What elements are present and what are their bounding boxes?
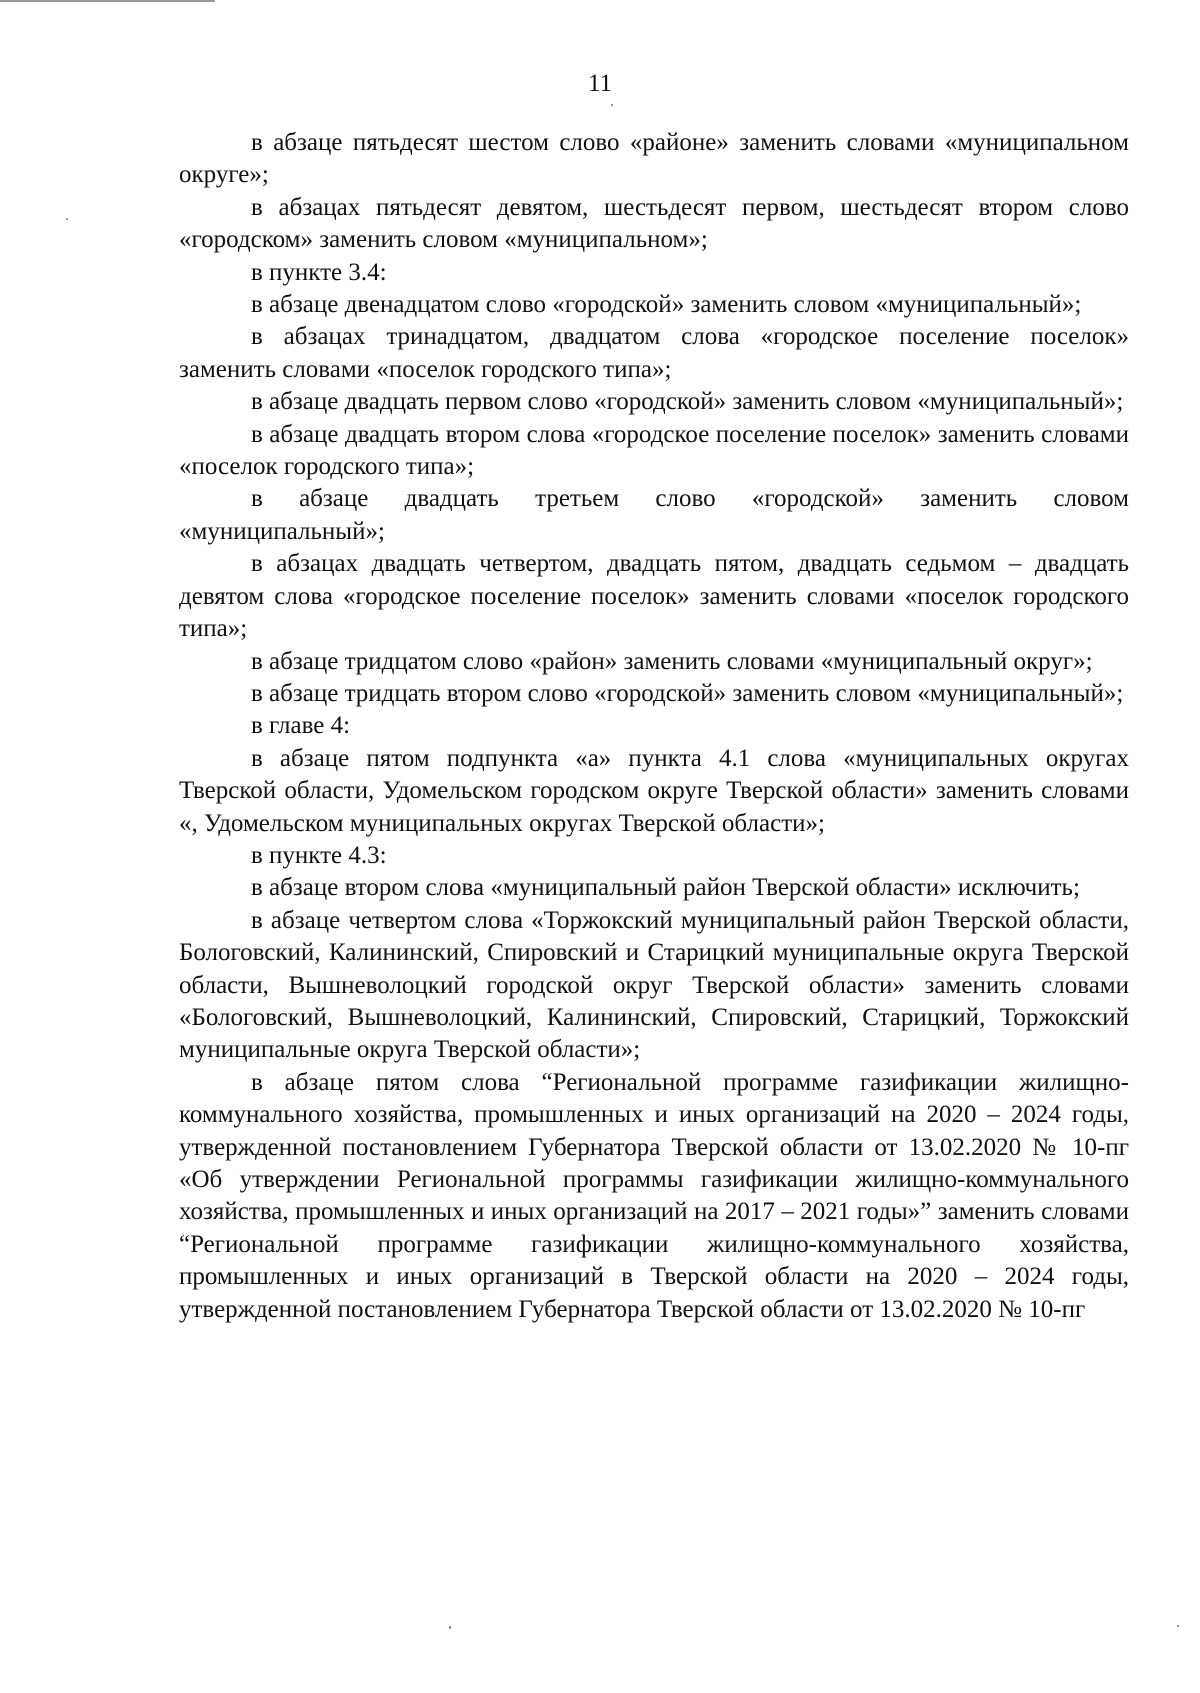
paragraph: в абзаце втором слова «муниципальный район Тверской области» исключить;	[251, 874, 1080, 902]
paragraph: в абзаце пятом слова “Региональной программе газификации жилищно-коммунального хозяйства, промышленных и иных организаций на 2020 – 2024 годы, утвержденной постановлением Губернатора Тверской области от 13.02.2020 № 10-пг «Об утверждении Региональной программы газификации жилищно-коммунального хозяйства, промышленных и иных организаций на 2017 – 2021 годы»” заменить словами “Региональной программе газификации жилищно-коммунального хозяйства, промышленных и иных организаций в Тверской области на 2020 – 2024 годы, утвержденной постановлением Губернатора Тверской области от 13.02.2020 № 10-пг	[179, 1068, 1129, 1323]
paragraph: в абзаце двенадцатом слово «городской» заменить словом «муниципальный»;	[251, 291, 1082, 319]
scan-edge-line	[0, 0, 215, 2]
page-number: 11	[587, 70, 613, 97]
paragraph: в абзаце двадцать втором слова «городское поселение поселок» заменить словами «поселок городского типа»;	[179, 420, 1129, 481]
scan-speck	[66, 218, 68, 220]
scan-speck	[611, 104, 613, 106]
paragraph: в пункте 3.4:	[251, 258, 387, 286]
paragraph: в главе 4:	[251, 712, 351, 740]
document-body	[179, 127, 1129, 1326]
paragraph: в абзаце двадцать первом слово «городской» заменить словом «муниципальный»;	[251, 388, 1124, 416]
paragraph: в абзаце четвертом слова «Торжокский муниципальный район Тверской области, Бологовский, Калининский, Спировский и Старицкий муниципальные округа Тверской области, Вышневолоцкий городской округ Тверской области» заменить словами «Бологовский, Вышневолоцкий, Калининский, Спировский, Старицкий, Торжокский муниципальные округа Тверской области»;	[179, 906, 1129, 1064]
paragraph: в абзацах тринадцатом, двадцатом слова «городское поселение поселок» заменить словами «поселок городского типа»;	[179, 323, 1129, 383]
paragraph: в абзаце тридцатом слово «район» заменить словами «муниципальный округ»;	[251, 647, 1093, 675]
paragraph: в абзаце пятом подпункта «а» пункта 4.1 слова «муниципальных округах Тверской области, Удомельском городском округе Тверской области» заменить словами «, Удомельском муниципальных округах Тверской области»;	[179, 744, 1129, 837]
paragraph: в абзаце тридцать втором слово «городской» заменить словом «муниципальный»;	[251, 679, 1124, 707]
paragraph: в абзаце двадцать третьем слово «городской» заменить словом «муниципальный»;	[179, 485, 1129, 545]
paragraph: в абзаце пятьдесят шестом слово «районе» заменить словами «муниципальном округе»;	[179, 129, 1129, 189]
scan-speck	[449, 1626, 451, 1629]
scan-speck	[1177, 1625, 1179, 1627]
paragraph: в абзацах двадцать четвертом, двадцать пятом, двадцать седьмом – двадцать девятом слова «городское поселение поселок» заменить словами «поселок городского типа»;	[179, 550, 1129, 643]
paragraph: в абзацах пятьдесят девятом, шестьдесят первом, шестьдесят втором слово «городском» заменить словом «муниципальном»;	[179, 193, 1129, 254]
paragraph: в пункте 4.3:	[251, 841, 387, 869]
